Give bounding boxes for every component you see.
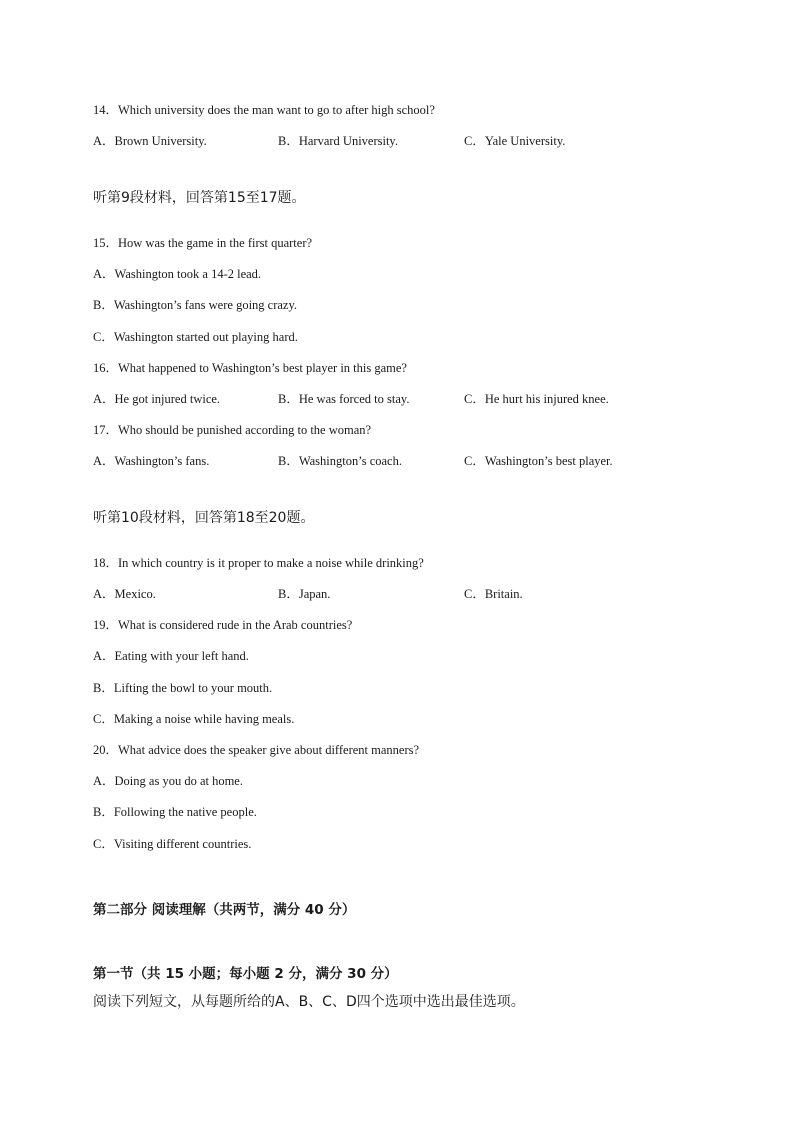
option-17-c: C．Washington’s best player. [464, 454, 613, 468]
option-14-a: A．Brown University. [93, 134, 207, 148]
option-14-b: B．Harvard University. [278, 134, 398, 148]
section-9-heading: 听第9段材料，回答第15至17题。 [93, 190, 306, 206]
option-18-c: C．Britain. [464, 587, 523, 601]
option-16-b: B．He was forced to stay. [278, 392, 410, 406]
option-15-b: B．Washington’s fans were going crazy. [93, 298, 298, 312]
option-16-c: C．He hurt his injured knee. [464, 392, 609, 406]
option-19-a: A．Eating with your left hand. [93, 649, 249, 663]
question-19: 19．What is considered rude in the Arab countries? [93, 618, 353, 632]
option-20-b: B．Following the native people. [93, 805, 257, 819]
option-18-b: B．Japan. [278, 587, 331, 601]
option-19-b: B．Lifting the bowl to your mouth. [93, 681, 273, 695]
option-17-b: B．Washington’s coach. [278, 454, 402, 468]
question-20: 20．What advice does the speaker give about different manners? [93, 743, 420, 757]
question-14: 14．Which university does the man want to go to after high school? [93, 103, 435, 117]
option-20-c: C．Visiting different countries. [93, 837, 252, 851]
part-2-heading: 第二部分 阅读理解（共两节，满分 40 分） [93, 902, 356, 918]
question-15: 15．How was the game in the first quarter? [93, 236, 313, 250]
option-15-a: A．Washington took a 14-2 lead. [93, 267, 262, 281]
option-19-c: C．Making a noise while having meals. [93, 712, 295, 726]
question-18: 18．In which country is it proper to make a noise while drinking? [93, 556, 424, 570]
option-14-c: C．Yale University. [464, 134, 566, 148]
option-18-a: A．Mexico. [93, 587, 156, 601]
option-16-a: A．He got injured twice. [93, 392, 221, 406]
option-15-c: C．Washington started out playing hard. [93, 330, 298, 344]
option-17-a: A．Washington’s fans. [93, 454, 210, 468]
reading-instructions: 阅读下列短文，从每题所给的A、B、C、D四个选项中选出最佳选项。 [93, 994, 525, 1010]
section-10-heading: 听第10段材料，回答第18至20题。 [93, 510, 315, 526]
option-20-a: A．Doing as you do at home. [93, 774, 243, 788]
question-16: 16．What happened to Washington’s best player in this game? [93, 361, 407, 375]
question-17: 17．Who should be punished according to the woman? [93, 423, 372, 437]
part-2-section-1-heading: 第一节（共 15 小题；每小题 2 分，满分 30 分） [93, 966, 398, 982]
